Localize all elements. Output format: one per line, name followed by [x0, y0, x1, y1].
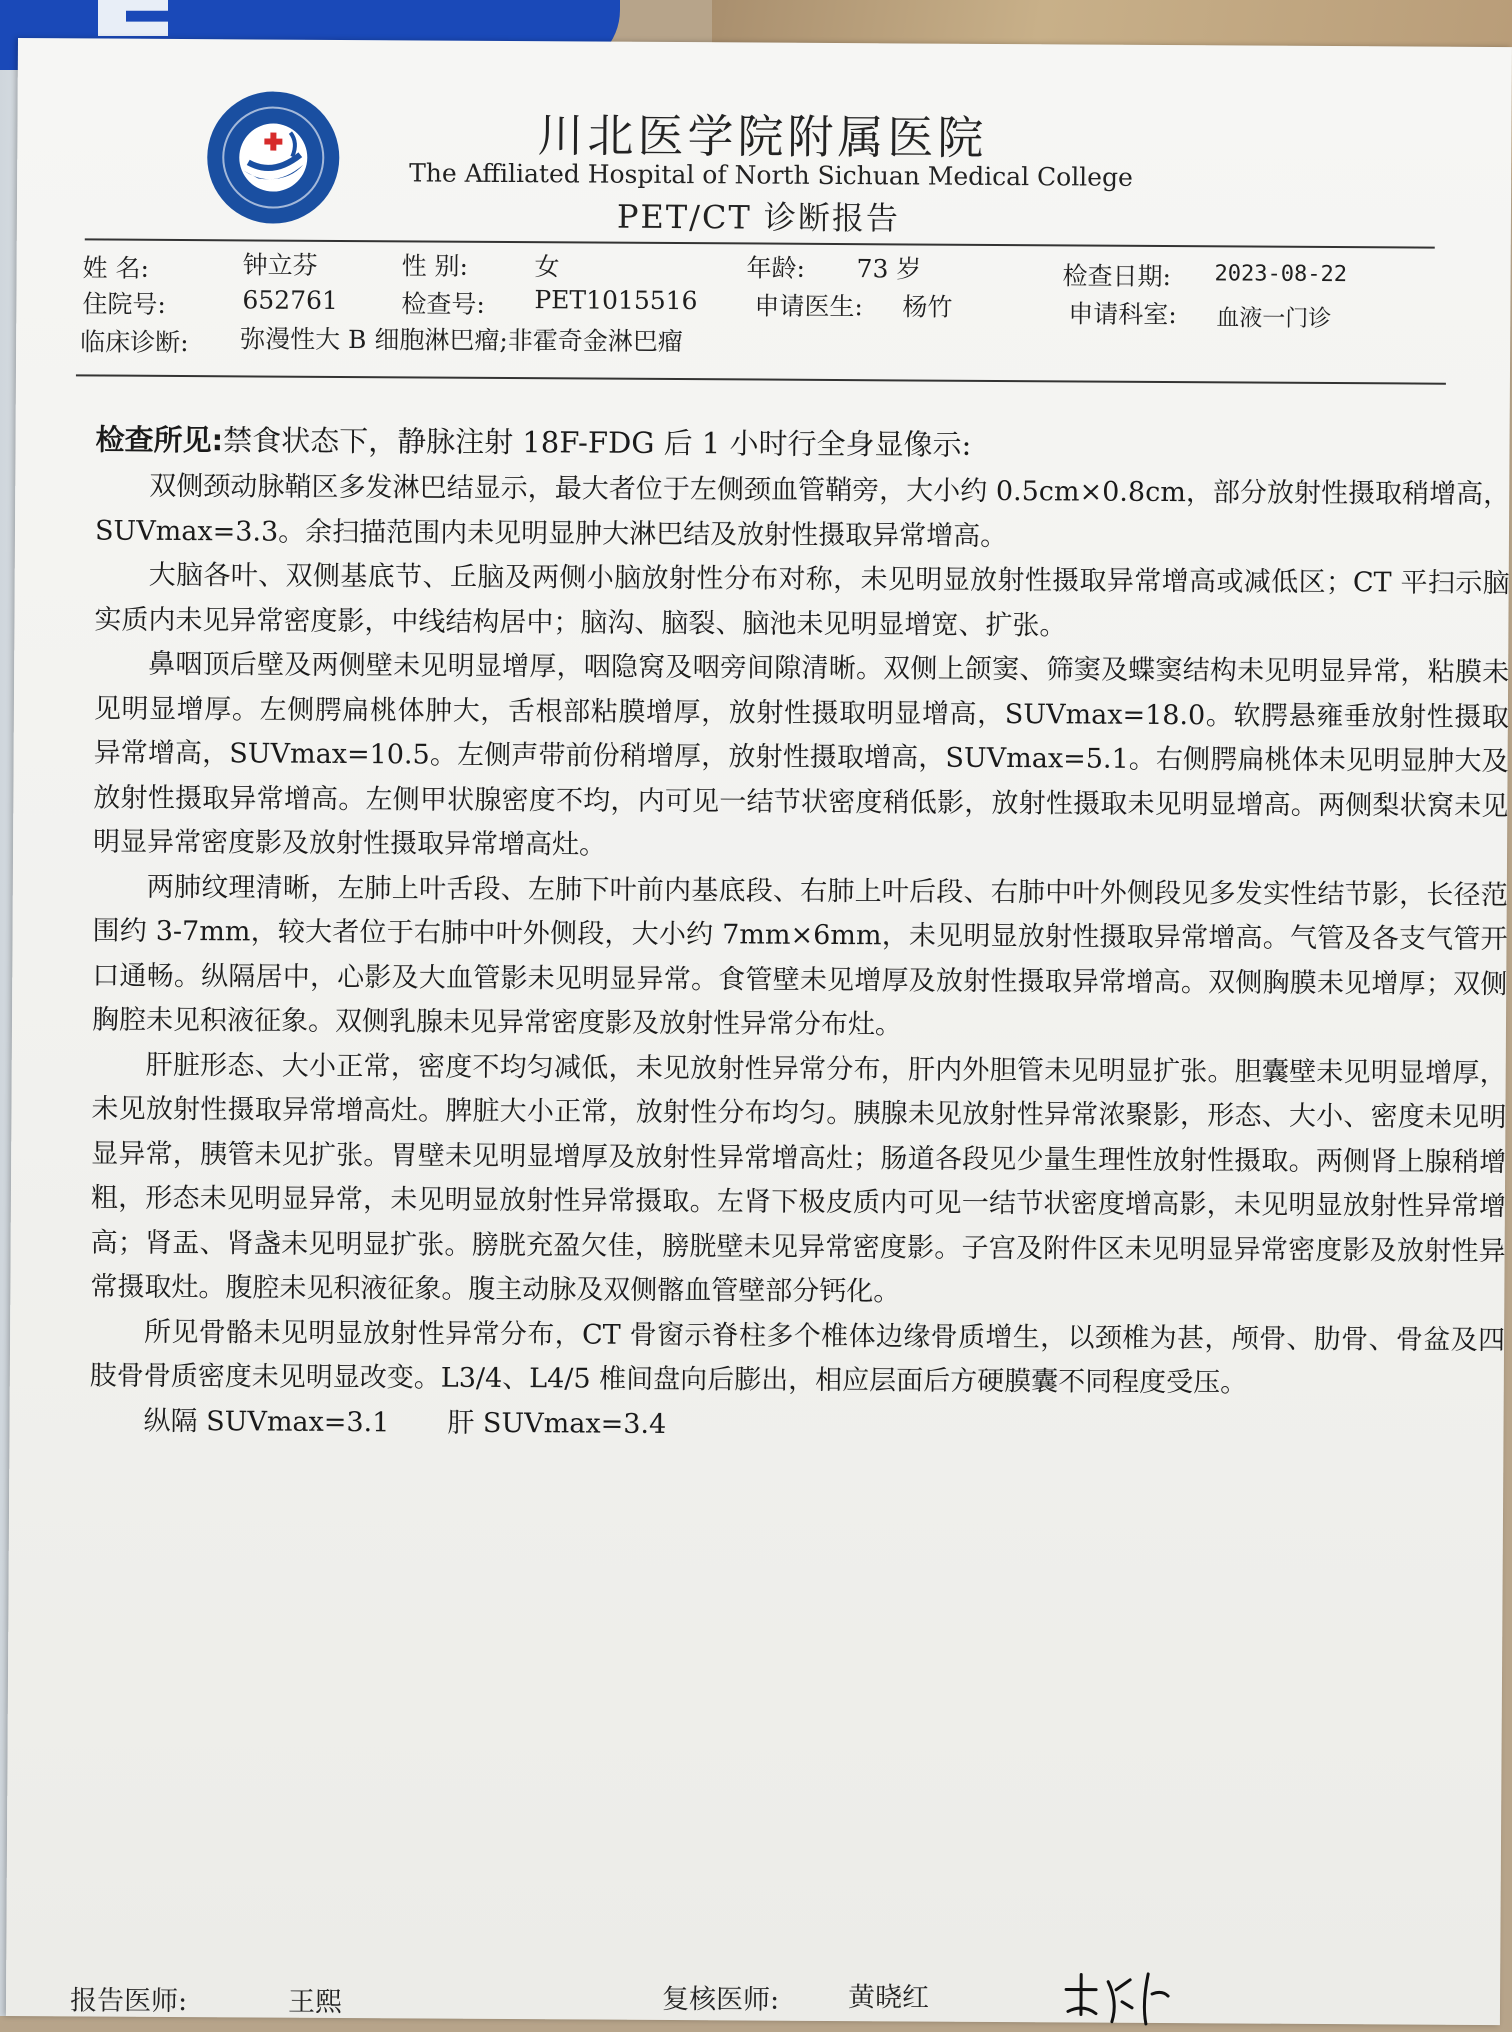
- report-paper: [6, 38, 1512, 2025]
- findings-heading: 检查所见:: [95, 422, 224, 458]
- report-doctor-label: 报告医师:: [69, 1985, 188, 2018]
- hospital-name-en: The Affiliated Hospital of North Sichuan Medical College: [409, 158, 1133, 192]
- review-doctor: 黄晓红: [847, 1982, 930, 2014]
- handwritten-signature-icon: [1056, 1959, 1186, 2030]
- finding-paragraph-brain: 大脑各叶、双侧基底节、丘脑及两侧小脑放射性分布对称，未见明显放射性摄取异常增高或减低区；CT 平扫示脑实质内未见异常密度影，中线结构居中；脑沟、脑裂、脑池未见明显增宽、扩张。: [94, 559, 1510, 641]
- exam-date: 2023-08-22: [1214, 261, 1348, 288]
- findings-heading-line: [95, 414, 1510, 473]
- finding-paragraph-abdomen: 肝脏形态、大小正常，密度不均匀减低，未见放射性异常分布，肝内外胆管未见明显扩张。胆囊壁未见明显增厚，未见放射性摄取异常增高灶。脾脏大小正常，放射性分布均匀。胰腺未见放射性异常浓聚影，形态、大小、密度未见明显异常，胰管未见扩张。胃壁未见明显增厚及放射性异常增高灶；肠道各段见少量生理性放射性摄取。两侧肾上腺稍增粗，形态未见明显异常，未见明显放射性异常摄取。左肾下极皮质内可见一结节状密度增高影，未见明显放射性异常增高；肾盂、肾盏未见明显扩张。膀胱充盈欠佳，膀胱壁未见异常密度影。子宫及附件区未见明显异常密度影及放射性异常摄取灶。腹腔未见积液征象。腹主动脉及双侧髂血管壁部分钙化。: [90, 1049, 1507, 1308]
- exam-no-label: 检查号:: [401, 289, 485, 319]
- inpatient-no: 652761: [242, 285, 338, 315]
- suv-mediastinum: 纵隔 SUVmax=3.1: [143, 1405, 390, 1438]
- finding-paragraph-chest: 两肺纹理清晰，左肺上叶舌段、左肺下叶前内基底段、右肺上叶后段、右肺中叶外侧段见多发实性结节影，长径范围约 3-7mm，较大者位于右肺中叶外侧段，大小约 7mm×6mm，未见明显放射性摄取异常增高。气管及各支气管开口通畅。纵隔居中，心影及大血管影未见明显异常。食管壁未见增厚及放射性摄取异常增高。双侧胸膜未见增厚；双侧胸腔未见积液征象。双侧乳腺未见异常密度影及放射性异常分布灶。: [91, 871, 1508, 1041]
- info-divider: [76, 374, 1446, 384]
- finding-paragraph-head-neck: 鼻咽顶后壁及两侧壁未见明显增厚，咽隐窝及咽旁间隙清晰。双侧上颌窦、筛窦及蝶窦结构未见明显异常，粘膜未见明显增厚。左侧腭扁桃体肿大，舌根部粘膜增厚，放射性摄取明显增高，SUVmax=18.0。软腭悬雍垂放射性摄取异常增高，SUVmax=10.5。左侧声带前份稍增厚，放射性摄取增高，SUVmax=5.1。右侧腭扁桃体未见明显肿大及放射性摄取异常增高。左侧甲状腺密度不均，内可见一结节状密度稍低影，放射性摄取未见明显增高。两侧梨状窝未见明显异常密度影及放射性摄取异常增高灶。: [92, 648, 1510, 861]
- patient-name-label: 姓 名:: [82, 253, 150, 283]
- patient-sex: 女: [534, 252, 560, 282]
- exam-date-label: 检查日期:: [1062, 261, 1172, 292]
- inpatient-no-label: 住院号:: [82, 289, 166, 319]
- hospital-name-cn: 川北医学院附属医院: [537, 108, 988, 165]
- patient-sex-label: 性 别:: [401, 251, 469, 281]
- clinical-diagnosis: 弥漫性大 B 细胞淋巴瘤;非霍奇金淋巴瘤: [240, 324, 683, 357]
- requesting-doctor-label: 申请医生:: [754, 291, 863, 322]
- report-doctor: 王熙: [287, 1986, 343, 2019]
- requesting-doctor: 杨竹: [902, 292, 953, 322]
- finding-paragraph-bone: 所见骨骼未见明显放射性异常分布，CT 骨窗示脊柱多个椎体边缘骨质增生，以颈椎为甚，颅骨、肋骨、骨盆及四肢骨骨质密度未见明显改变。L3/4、L4/5 椎间盘向后膨出，相应层面后方硬膜囊不同程度受压。: [89, 1316, 1506, 1399]
- report-title: PET/CT 诊断报告: [616, 197, 901, 238]
- suv-liver: 肝 SUVmax=3.4: [447, 1407, 667, 1440]
- suv-reference-line: [89, 1399, 1504, 1452]
- findings-section: [89, 414, 1510, 1452]
- hospital-logo: [207, 91, 340, 224]
- findings-intro: 禁食状态下，静脉注射 18F-FDG 后 1 小时行全身显像示:: [223, 423, 972, 462]
- logo-emblem-icon: [218, 102, 329, 213]
- exam-no: PET1015516: [534, 285, 698, 316]
- patient-name: 钟立芬: [242, 250, 318, 280]
- patient-age: 73 岁: [856, 254, 922, 284]
- department: 血液一门诊: [1216, 305, 1332, 333]
- department-label: 申请科室:: [1068, 299, 1177, 330]
- patient-age-label: 年龄:: [746, 253, 806, 283]
- diagnosis-label: 临床诊断:: [80, 327, 189, 358]
- finding-paragraph-neck: 双侧颈动脉鞘区多发淋巴结显示，最大者位于左侧颈血管鞘旁，大小约 0.5cm×0.8cm，部分放射性摄取稍增高，SUVmax=3.3。余扫描范围内未见明显肿大淋巴结及放射性摄取异常增高。: [94, 470, 1511, 552]
- review-doctor-label: 复核医师:: [661, 1983, 780, 2016]
